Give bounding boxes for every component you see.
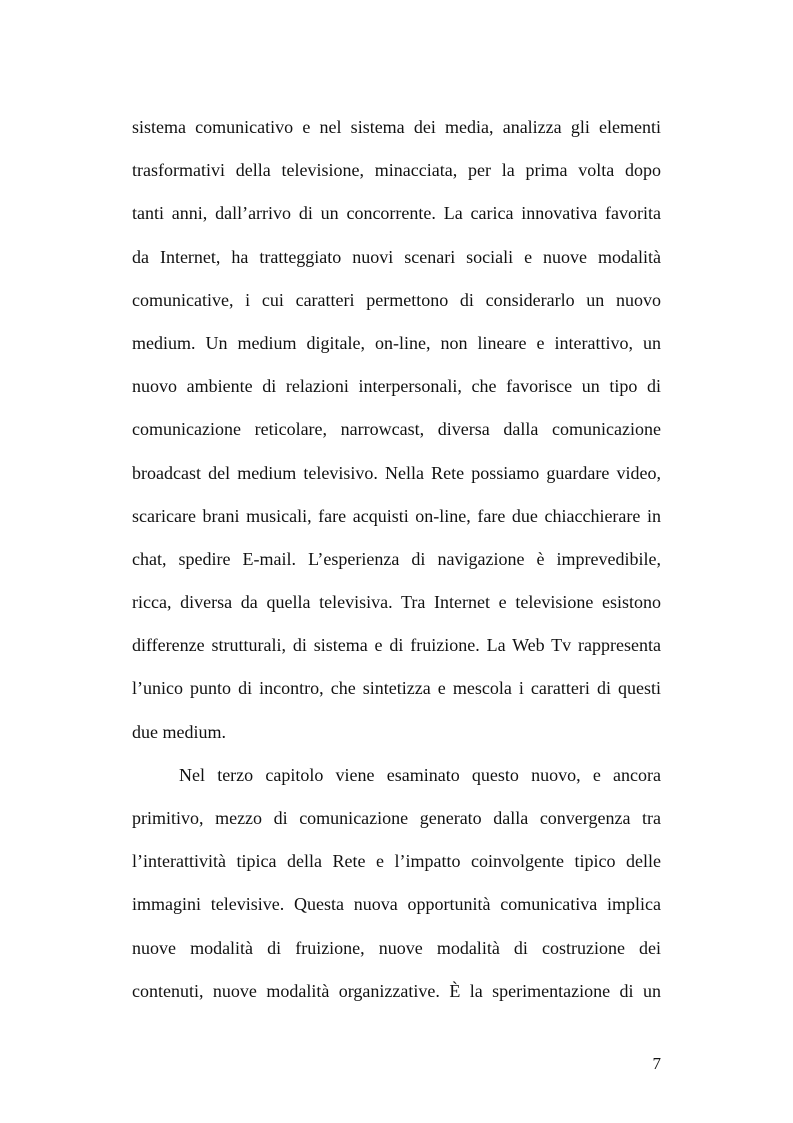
paragraph-2 xyxy=(132,759,661,1018)
text-line: nuove modalità di fruizione, nuove modalità di costruzione dei xyxy=(132,937,661,958)
text-line: comunicative, i cui caratteri permettono di considerarlo un nuovo xyxy=(132,289,661,310)
page-number: 7 xyxy=(652,1054,661,1073)
text-line: scaricare brani musicali, fare acquisti on-line, fare due chiacchierare in xyxy=(132,505,661,526)
text-line: due medium. xyxy=(132,721,226,742)
text-line: trasformativi della televisione, minacciata, per la prima volta dopo xyxy=(132,160,661,181)
text-line: da Internet, ha tratteggiato nuovi scenari sociali e nuove modalità xyxy=(132,246,661,267)
text-line: immagini televisive. Questa nuova opportunità comunicativa implica xyxy=(132,894,661,915)
text-line: l’unico punto di incontro, che sintetizza e mescola i caratteri di questi xyxy=(132,678,661,699)
text-line: broadcast del medium televisivo. Nella Rete possiamo guardare video, xyxy=(132,462,661,483)
text-line: l’interattività tipica della Rete e l’impatto coinvolgente tipico delle xyxy=(132,851,661,872)
text-line: chat, spedire E-mail. L’esperienza di navigazione è imprevedibile, xyxy=(132,548,661,569)
text-line: differenze strutturali, di sistema e di fruizione. La Web Tv rappresenta xyxy=(132,635,661,656)
text-line: ricca, diversa da quella televisiva. Tra Internet e televisione esistono xyxy=(132,592,661,613)
text-line: tanti anni, dall’arrivo di un concorrente. La carica innovativa favorita xyxy=(132,203,661,224)
text-line: primitivo, mezzo di comunicazione generato dalla convergenza tra xyxy=(132,808,661,828)
text-line: sistema comunicativo e nel sistema dei media, analizza gli elementi xyxy=(132,117,661,137)
text-line: nuovo ambiente di relazioni interpersonali, che favorisce un tipo di xyxy=(132,376,661,397)
text-line: Nel terzo capitolo viene esaminato questo nuovo, e ancora xyxy=(179,764,661,785)
body-text xyxy=(132,111,661,1018)
text-line: comunicazione reticolare, narrowcast, diversa dalla comunicazione xyxy=(132,419,661,440)
text-line: contenuti, nuove modalità organizzative. È la sperimentazione di un xyxy=(132,980,661,1001)
text-line: medium. Un medium digitale, on-line, non lineare e interattivo, un xyxy=(132,332,661,353)
paragraph-1 xyxy=(132,111,661,759)
